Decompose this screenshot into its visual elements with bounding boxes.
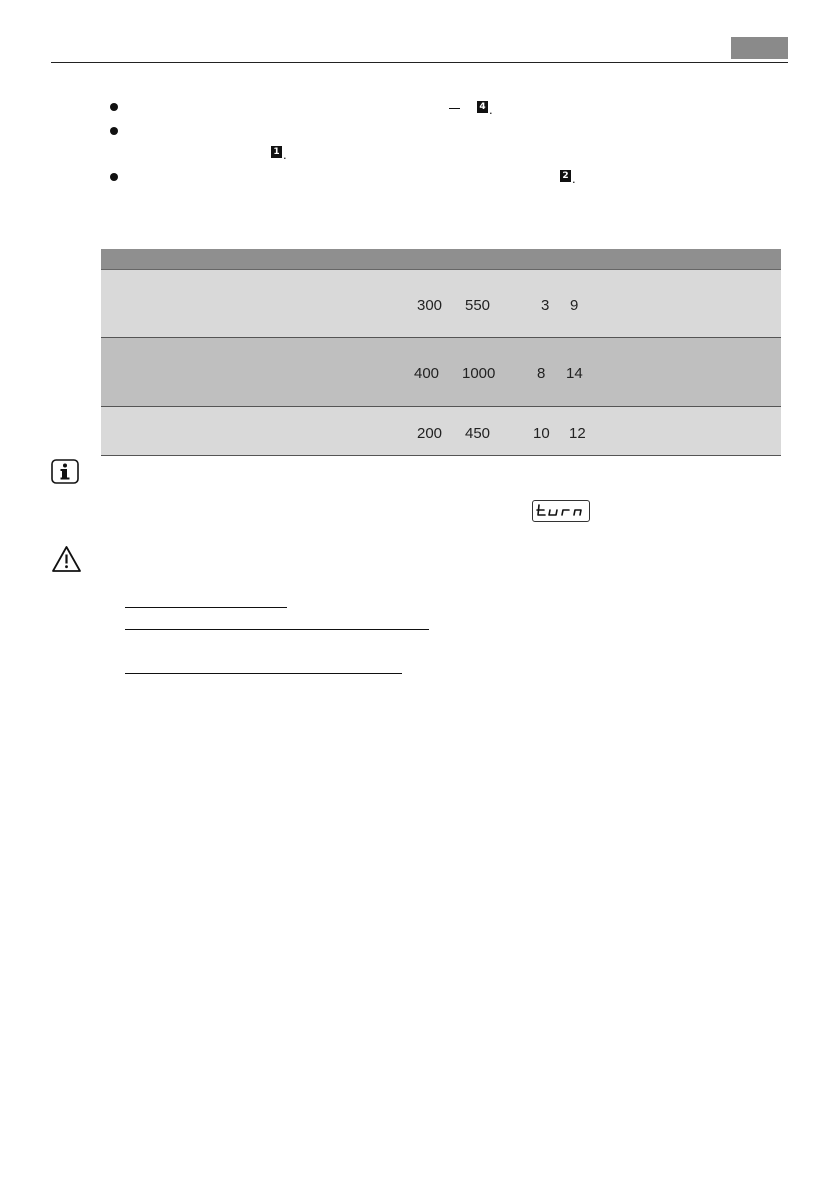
weight-max: 550 — [465, 297, 491, 314]
underline-link-3[interactable] — [125, 673, 402, 674]
table-row — [101, 270, 781, 338]
dash-mark — [449, 108, 460, 109]
time-max: 14 — [566, 365, 583, 382]
time-max: 9 — [570, 297, 579, 314]
display-turn-glyphs — [533, 501, 589, 521]
header-tab — [731, 37, 788, 59]
step-4-badge: 4 — [477, 101, 488, 113]
bullet-1 — [110, 103, 118, 111]
step-2-badge: 2 — [560, 170, 571, 182]
time-min: 10 — [533, 425, 550, 442]
weight-max: 450 — [465, 425, 491, 442]
period-mark: . — [572, 171, 576, 186]
table-header — [101, 249, 781, 270]
bullet-2 — [110, 127, 118, 135]
underline-link-2[interactable] — [125, 629, 429, 630]
table-row — [101, 407, 781, 456]
header-rule — [51, 62, 788, 63]
time-min: 3 — [541, 297, 550, 314]
time-max: 12 — [569, 425, 586, 442]
step-1-badge: 1 — [271, 146, 282, 158]
table-row — [101, 338, 781, 407]
period-mark: . — [283, 147, 287, 162]
warning-triangle-icon — [51, 545, 82, 573]
info-icon — [51, 459, 79, 484]
weight-min: 300 — [417, 297, 443, 314]
period-mark: . — [489, 102, 493, 117]
time-min: 8 — [537, 365, 546, 382]
display-turn — [532, 500, 590, 522]
weight-max: 1000 — [462, 365, 496, 382]
weight-min: 400 — [414, 365, 440, 382]
bullet-3 — [110, 173, 118, 181]
weight-min: 200 — [417, 425, 443, 442]
underline-link-1[interactable] — [125, 607, 287, 608]
